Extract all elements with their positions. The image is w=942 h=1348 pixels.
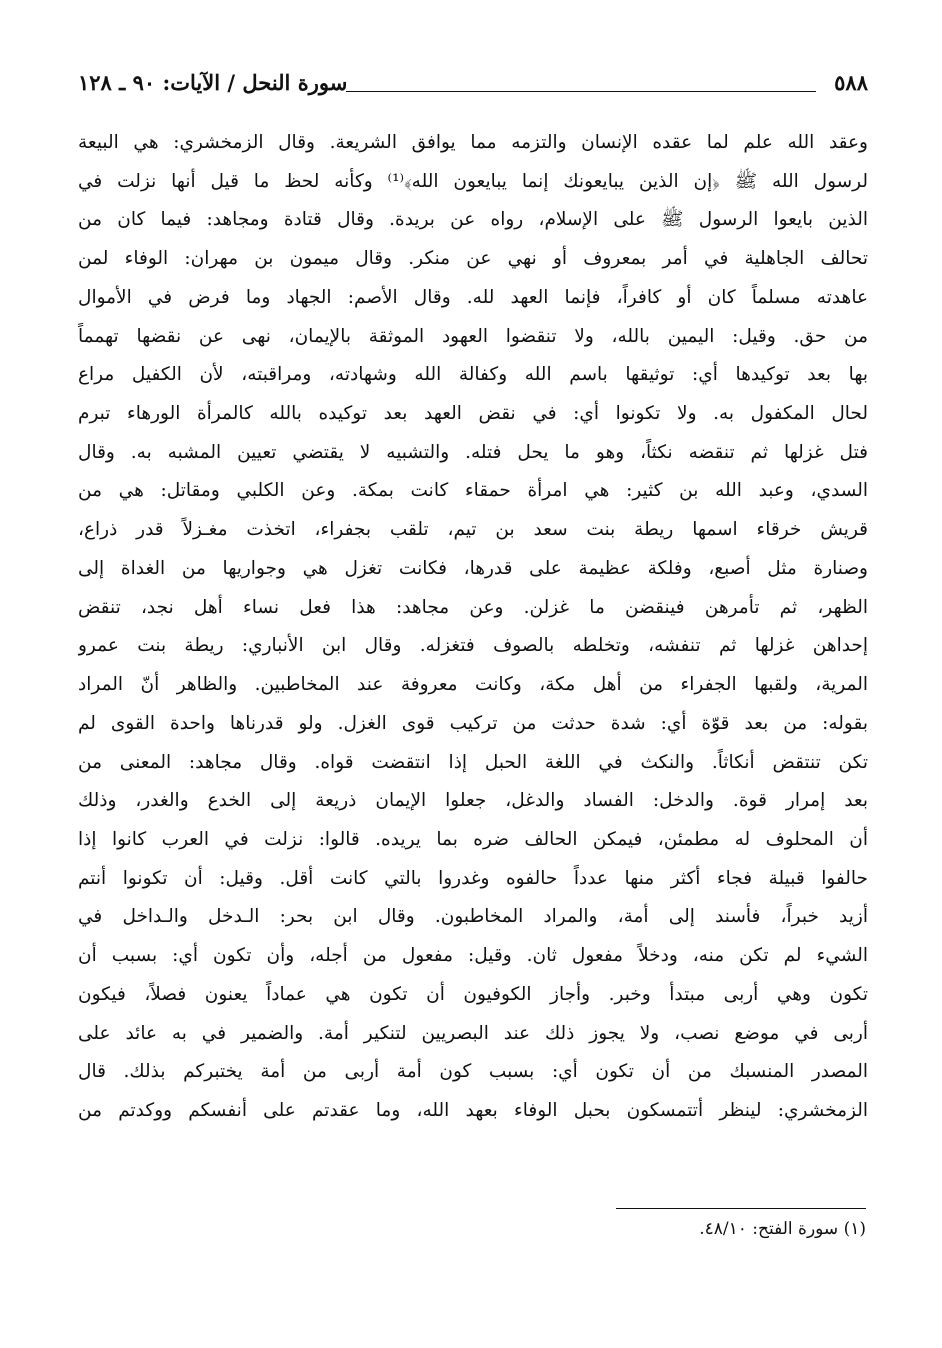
text-line: من حق. وقيل: اليمين بالله، ولا تنقضوا العهود الموثقة بالإيمان، نهى عن نقضها تهمماً: [78, 325, 868, 347]
text-line: الظهر، ثم تأمرهن فينقضن ما غزلن. وعن مجاهد: هذا فعل نساء أهل نجد، تنقض: [78, 596, 868, 618]
text-line: تكن تنتقض أنكاثاً. والنكث في اللغة الحبل إذا انتقضت قواه. وقال مجاهد: المعنى من: [78, 751, 868, 773]
header-rule: [346, 91, 816, 92]
text-line: أن المحلوف له مطمئن، فيمكن الحالف ضره بما يريده. قالوا: نزلت في العرب كانوا إذا: [78, 828, 868, 850]
text-line: وعقد الله علم لما عقده الإنسان والتزمه مما يوافق الشريعة. وقال الزمخشري: هي البيعة: [78, 132, 868, 153]
text-line: الزمخشري: لينظر أتتمسكون بحبل الوفاء بعهد الله، وما عقدتم على أنفسكم ووكدتم من: [78, 1099, 868, 1121]
text-line: حالفوا قبيلة فجاء أكثر منها عدداً حالفوه وغدروا بالتي كانت أقل. وقيل: أن تكونوا أنتم: [78, 867, 868, 889]
text-line: وصنارة مثل أصبع، وفلكة عظيمة على قدرها، فكانت تغزل هي وجواريها من الغداة إلى: [78, 557, 868, 579]
text-line: أربى في موضع نصب، ولا يجوز ذلك عند البصريين لتنكير أمة. والضمير في به عائد على: [78, 1022, 868, 1044]
text-line: بعد إمرار قوة. والدخل: الفساد والدغل، جعلوا الإيمان ذريعة إلى الخدع والغدر، وذلك: [78, 790, 868, 812]
text-line: أزيد خبراً، فأسند إلى أمة، والمراد المخاطبون. وقال ابن بحر: الـدخل والـداخل في: [78, 906, 868, 928]
footnote: (١) سورة الفتح: ٤٨/١٠.: [699, 1219, 866, 1239]
text-line: قريش خرقاء اسمها ريطة بنت سعد بن تيم، تلقب بجفراء، اتخذت مغـزلاً قدر ذراع،: [78, 519, 868, 541]
body-text: [78, 124, 868, 1131]
text-line: إحداهن غزلها ثم تنفشه، وتخلطه بالصوف فتغزله. وقال ابن الأنباري: ريطة بنت عمرو: [78, 635, 868, 657]
footnote-separator: [616, 1208, 866, 1209]
page-header: [78, 64, 868, 104]
text-line: بقوله: من بعد قوّة أي: شدة حدثت من تركيب قوى الغزل. ولو قدرناها واحدة القوى لم: [78, 712, 868, 734]
running-title: سورة النحل / الآيات: ٩٠ ـ ١٢٨: [78, 70, 348, 95]
text-line: تكون وهي أربى مبتدأ وخبر. وأجاز الكوفيون أن تكون هي عماداً يعنون فصلاً، فيكون: [78, 983, 868, 1005]
text-line: لحال المكفول به. ولا تكونوا أي: في نقض العهد بعد توكيده بالله كالمرأة الورهاء تبرم: [78, 403, 868, 425]
text-line: المرية، ولقبها الجفراء من أهل مكة، وكانت معروفة عند المخاطبين. والظاهر أنّ المراد: [78, 674, 868, 696]
text-line: عاهدته مسلماً كان أو كافراً، فإنما العهد لله. وقال الأصم: الجهاد وما فرض في الأموال: [78, 286, 868, 308]
text-line: المصدر المنسبك من أن تكون أي: بسبب كون أمة أربى من أمة يختبركم بذلك. قال: [78, 1061, 868, 1083]
page-number: ٥٨٨: [834, 70, 868, 95]
text-line: الذين بايعوا الرسول ﷺ على الإسلام، رواه عن بريدة. وقال قتادة ومجاهد: فيما كان من: [78, 209, 868, 231]
text-line: فتل غزلها ثم تنقضه نكثاً، وهو ما يحل فتله. والتشبيه لا يقتضي تعيين المشبه به. وقال: [78, 441, 868, 463]
text-line: بها بعد توكيدها أي: توثيقها باسم الله وكفالة الله وشهادته، ومراقبته، لأن الكفيل مراع: [78, 364, 868, 386]
text-line: الشيء لم تكن منه، ودخلاً مفعول ثان. وقيل: مفعول من أجله، وأن تكون أي: بسبب أن: [78, 945, 868, 967]
text-line: تحالف الجاهلية في أمر بمعروف أو نهي عن منكر. وقال ميمون بن مهران: الوفاء لمن: [78, 248, 868, 270]
text-line: السدي، وعبد الله بن كثير: هي امرأة حمقاء كانت بمكة. وعن الكلبي ومقاتل: هي من: [78, 480, 868, 502]
text-line: لرسول الله ﷺ ﴿إن الذين يبايعونك إنما يبايعون الله﴾⁽¹⁾ وكأنه لحظ ما قيل أنها نزلت في: [78, 170, 868, 192]
